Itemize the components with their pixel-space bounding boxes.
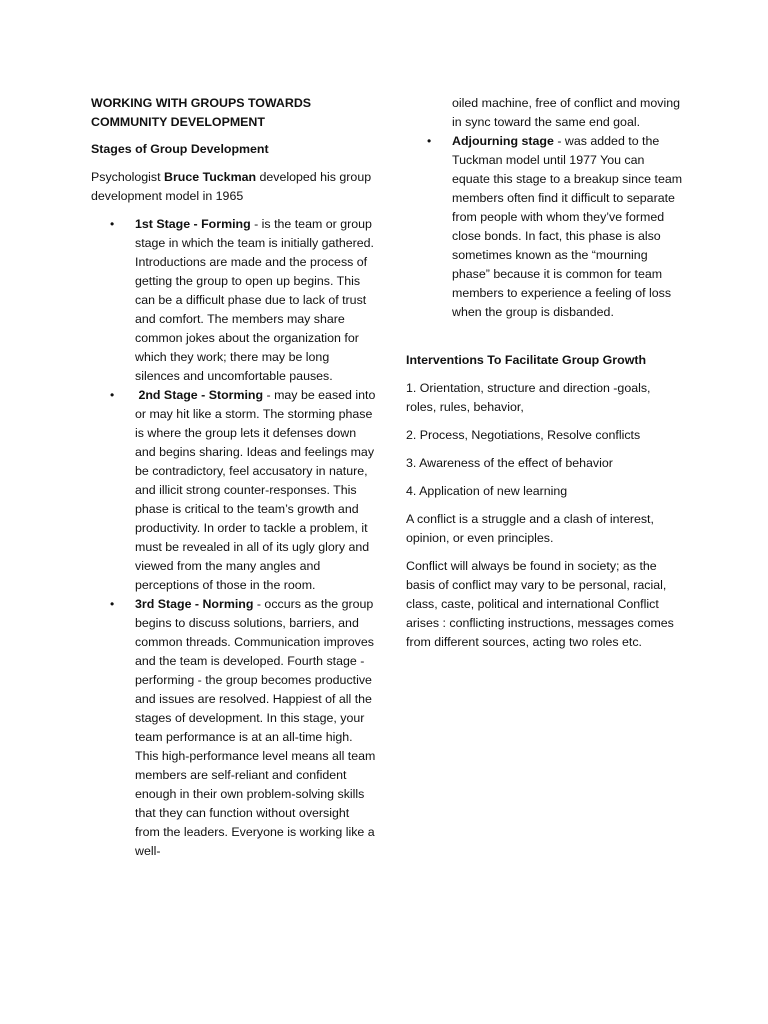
stage-text: - may be eased into or may hit like a storm. The storming phase is where the group lets it defenses down and begins sharing. Ideas and feelings may be contradictory, feel accusatory in nature, and illicit strong counter-responses. This phase is critical to the team’s growth and productivity. In order to tackle a problem, it must be revealed in all of its ugly glory and viewed from the many angles and perceptions of those in the room. <box>135 388 376 592</box>
stage-name: Storming <box>208 388 264 402</box>
continuation-list <box>406 94 684 322</box>
bullet-icon: • <box>110 388 115 402</box>
intro-name: Bruce Tuckman <box>164 170 257 184</box>
adjourning-text: - was added to the Tuckman model until 1977 You can equate this stage to a breakup since team members often find it difficult to separate from people with whom they’ve formed close bonds. In fact, this phase is also sometimes known as the “mourning phase” because it is common for team members to experience a feeling of loss when the group is disbanded. <box>452 134 683 319</box>
continuation-text: oiled machine, free of conflict and moving in sync toward the same end goal. <box>452 96 680 129</box>
interventions-heading-text: Interventions To Facilitate Group Growth <box>406 353 647 367</box>
intro-suffix: developed his group development model in 1965 <box>91 170 372 203</box>
stage-name: Norming <box>202 597 254 611</box>
intervention-item-4: 4. Application of new learning <box>406 484 568 498</box>
intervention-item-3: 3. Awareness of the effect of behavior <box>406 456 613 470</box>
bullet-icon: • <box>110 597 115 611</box>
stage-label: 1st Stage - <box>135 217 202 231</box>
right-column <box>406 94 684 661</box>
list-item-continuation <box>452 94 684 132</box>
interventions-heading <box>406 351 684 370</box>
list-item-stage-3 <box>110 595 376 861</box>
conflict-definition: A conflict is a struggle and a clash of interest, opinion, or even principles. <box>406 512 654 545</box>
adjourning-name: Adjourning stage <box>452 134 554 148</box>
stage-label: 3rd Stage - <box>135 597 203 611</box>
conflict-society: Conflict will always be found in society; as the basis of conflict may vary to be personal, racial, class, caste, political and international Conflict arises : conflicting instructions, messages comes from different sources, acting two roles etc. <box>406 559 674 649</box>
intro-prefix: Psychologist <box>91 170 165 184</box>
document-title <box>91 94 376 131</box>
list-item-adjourning <box>427 132 684 322</box>
bullet-icon: • <box>427 134 432 148</box>
title-line-2: COMMUNITY DEVELOPMENT <box>91 114 265 129</box>
stages-list <box>91 215 376 861</box>
stage-text: - occurs as the group begins to discuss solutions, barriers, and common threads. Communication improves and the team is developed. Fourth stage - performing - the group becomes productive and issues are resolved. Happiest of all the stages of development. In this stage, your team performance is at an all-time high. This high-performance level means all team members are self-reliant and confident enough in their own problem-solving skills that they can function without oversight from the leaders. Everyone is working like a well- <box>135 597 376 858</box>
intervention-item-1: 1. Orientation, structure and direction -goals, roles, rules, behavior, <box>406 381 651 414</box>
title-line-1: WORKING WITH GROUPS TOWARDS <box>91 96 312 110</box>
intro-paragraph <box>91 168 376 206</box>
spacer <box>406 322 684 351</box>
bullet-icon: • <box>110 217 115 231</box>
list-item-stage-2 <box>110 386 376 595</box>
stage-name: Forming <box>201 217 251 231</box>
stage-text: - is the team or group stage in which the team is initially gathered. Introductions are made and the process of getting the group to open up begins. This can be a difficult phase due to lack of trust and comfort. The members may share common jokes about the organization for which they work; there may be long silences and uncomfortable pauses. <box>135 217 374 383</box>
left-column <box>91 94 376 861</box>
section-heading: Stages of Group Development <box>91 142 269 156</box>
intervention-item-2: 2. Process, Negotiations, Resolve conflicts <box>406 428 641 442</box>
list-item-stage-1 <box>110 215 376 386</box>
stage-label: 2nd Stage - <box>138 388 209 402</box>
